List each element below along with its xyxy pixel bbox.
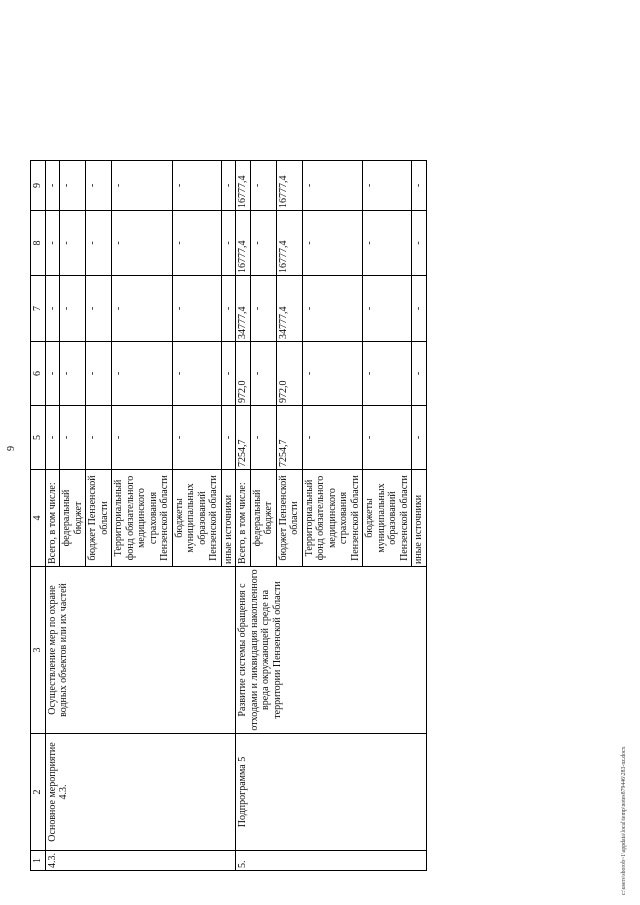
table-row (45, 161, 60, 871)
value-cell: - (172, 406, 221, 470)
header-cell: 3 (31, 567, 46, 734)
funding-source: иные источники (412, 470, 427, 567)
value-cell: - (60, 276, 86, 342)
value-cell: - (112, 342, 173, 406)
value-cell: 7254,7 (236, 406, 251, 470)
value-cell: - (412, 276, 427, 342)
value-cell: - (112, 211, 173, 276)
value-cell: - (302, 342, 363, 406)
value-cell: - (60, 342, 86, 406)
value-cell: - (172, 161, 221, 211)
funding-source: федеральный бюджет (250, 470, 276, 567)
value-cell: - (221, 406, 236, 470)
header-cell: 1 (31, 851, 46, 871)
value-cell: - (60, 211, 86, 276)
header-cell: 8 (31, 211, 46, 276)
value-cell: - (250, 161, 276, 211)
header-row (31, 161, 46, 871)
value-cell: 972,0 (236, 342, 251, 406)
value-cell: 7254,7 (276, 406, 302, 470)
header-cell: 9 (31, 161, 46, 211)
funding-source: иные источники (221, 470, 236, 567)
value-cell: 16777,4 (276, 211, 302, 276)
value-cell: - (302, 211, 363, 276)
value-cell: - (86, 342, 112, 406)
value-cell: - (60, 406, 86, 470)
value-cell: - (45, 276, 60, 342)
value-cell: - (250, 276, 276, 342)
value-cell: 34777,4 (276, 276, 302, 342)
value-cell: - (250, 406, 276, 470)
value-cell: - (60, 161, 86, 211)
page-number: 9 (6, 446, 17, 451)
value-cell: - (45, 406, 60, 470)
value-cell: - (172, 276, 221, 342)
value-cell: 972,0 (276, 342, 302, 406)
header-cell: 5 (31, 406, 46, 470)
table-row (236, 161, 251, 871)
value-cell: - (363, 342, 412, 406)
funding-source: Всего, в том числе: (45, 470, 60, 567)
value-cell: - (412, 211, 427, 276)
value-cell: - (221, 211, 236, 276)
header-cell: 6 (31, 342, 46, 406)
funding-source: Территориальный фонд обязательного медицинского страхования Пензенской области (112, 470, 173, 567)
row-number: 5. (236, 851, 427, 871)
file-path-footer: c:\users\sborob~1\appdata\local\temp\notes879446\283-nz.docx (621, 746, 627, 895)
value-cell: - (302, 276, 363, 342)
value-cell: - (86, 276, 112, 342)
funding-source: федеральный бюджет (60, 470, 86, 567)
value-cell: - (86, 211, 112, 276)
value-cell: - (412, 342, 427, 406)
value-cell: - (112, 276, 173, 342)
value-cell: - (45, 342, 60, 406)
value-cell: - (302, 406, 363, 470)
program-name: Основное мероприятие 4.3. (45, 734, 236, 851)
funding-source: бюджеты муниципальных образований Пензенской области (363, 470, 412, 567)
header-cell: 7 (31, 276, 46, 342)
value-cell: - (112, 161, 173, 211)
value-cell: - (363, 161, 412, 211)
program-name: Подпрограмма 5 (236, 734, 427, 851)
value-cell: - (172, 211, 221, 276)
funding-source: Всего, в том числе: (236, 470, 251, 567)
value-cell: - (302, 161, 363, 211)
header-cell: 2 (31, 734, 46, 851)
value-cell: - (112, 406, 173, 470)
value-cell: - (412, 406, 427, 470)
value-cell: - (221, 276, 236, 342)
funding-source: бюджет Пензенской области (86, 470, 112, 567)
value-cell: - (250, 342, 276, 406)
funding-source: бюджет Пензенской области (276, 470, 302, 567)
value-cell: - (172, 342, 221, 406)
value-cell: - (86, 406, 112, 470)
value-cell: - (86, 161, 112, 211)
value-cell: - (363, 211, 412, 276)
value-cell: - (45, 161, 60, 211)
program-description: Осуществление мер по охране водных объектов или их частей (45, 567, 236, 734)
value-cell: 16777,4 (236, 161, 251, 211)
funding-source: бюджеты муниципальных образований Пензенской области (172, 470, 221, 567)
value-cell: 34777,4 (236, 276, 251, 342)
value-cell: - (45, 211, 60, 276)
funding-source: Территориальный фонд обязательного медицинского страхования Пензенской области (302, 470, 363, 567)
budget-table (30, 160, 427, 871)
value-cell: - (221, 161, 236, 211)
value-cell: - (363, 406, 412, 470)
header-cell: 4 (31, 470, 46, 567)
value-cell: 16777,4 (236, 211, 251, 276)
value-cell: - (221, 342, 236, 406)
row-number: 4.3. (45, 851, 236, 871)
value-cell: 16777,4 (276, 161, 302, 211)
program-description: Развитие системы обращения с отходами и ликвидация накопленного вреда окружающей среде на территории Пензенской области (236, 567, 427, 734)
value-cell: - (412, 161, 427, 211)
value-cell: - (363, 276, 412, 342)
value-cell: - (250, 211, 276, 276)
